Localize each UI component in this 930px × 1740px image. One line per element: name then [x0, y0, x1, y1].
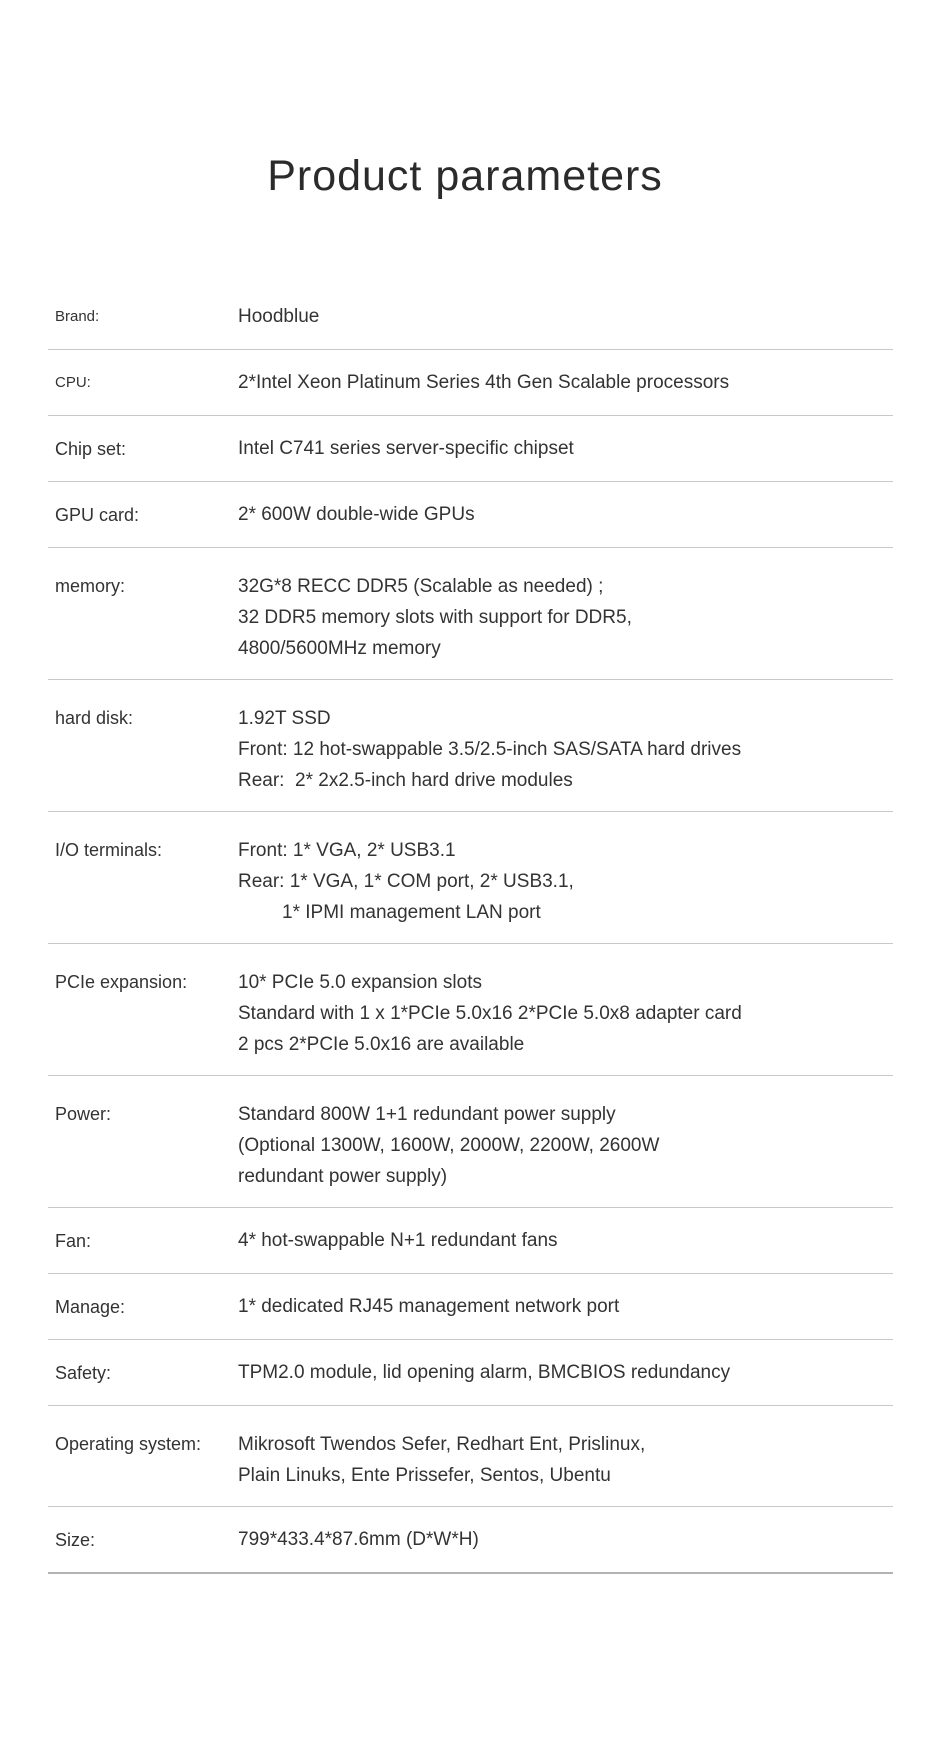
- spec-value-line: Mikrosoft Twendos Sefer, Redhart Ent, Prislinux,: [238, 1434, 646, 1455]
- spec-value-fan: [238, 1228, 893, 1254]
- spec-value-line: (Optional 1300W, 1600W, 2000W, 2200W, 2600W: [238, 1135, 660, 1156]
- spec-value-line: 1.92T SSD: [238, 708, 331, 729]
- spec-value-manage: [238, 1294, 893, 1320]
- spec-value-cpu: [238, 370, 893, 396]
- page-title: Product parameters: [267, 152, 663, 200]
- spec-value-line: 32 DDR5 memory slots with support for DDR5,: [238, 607, 632, 628]
- spec-value-line: 799*433.4*87.6mm (D*W*H): [238, 1529, 479, 1550]
- spec-value-operating-system: [238, 1429, 893, 1491]
- spec-value-line: TPM2.0 module, lid opening alarm, BMCBIOS redundancy: [238, 1362, 731, 1383]
- spec-row-memory: [48, 548, 893, 680]
- spec-label-brand: Brand:: [55, 308, 100, 325]
- spec-label-operating-system: Operating system:: [55, 1434, 202, 1454]
- spec-row-operating-system: [48, 1406, 893, 1507]
- spec-value-line: Rear: 2* 2x2.5-inch hard drive modules: [238, 770, 573, 791]
- spec-value-line: 2 pcs 2*PCIe 5.0x16 are available: [238, 1034, 525, 1055]
- spec-row-gpu: [48, 482, 893, 548]
- spec-value-line: 2* 600W double-wide GPUs: [238, 504, 475, 525]
- spec-value-line: 1* IPMI management LAN port: [282, 902, 541, 923]
- spec-row-chipset: [48, 416, 893, 482]
- spec-value-line: Intel C741 series server-specific chipset: [238, 438, 574, 459]
- spec-table: [48, 284, 893, 1574]
- spec-value-io-terminals: [238, 835, 893, 928]
- spec-label-io-terminals: I/O terminals:: [55, 840, 163, 860]
- spec-label-memory: memory:: [55, 576, 126, 596]
- spec-value-line: 32G*8 RECC DDR5 (Scalable as needed) ;: [238, 576, 604, 597]
- spec-value-line: 2*Intel Xeon Platinum Series 4th Gen Scalable processors: [238, 372, 730, 393]
- spec-value-line: Standard with 1 x 1*PCIe 5.0x16 2*PCIe 5.0x8 adapter card: [238, 1003, 742, 1024]
- spec-label-hard-disk: hard disk:: [55, 708, 134, 728]
- spec-value-line: redundant power supply): [238, 1166, 448, 1187]
- spec-label-chipset: Chip set:: [55, 439, 127, 459]
- spec-label-gpu: GPU card:: [55, 505, 140, 525]
- spec-label-size: Size:: [55, 1530, 96, 1550]
- spec-value-line: 1* dedicated RJ45 management network port: [238, 1296, 620, 1317]
- spec-value-line: Hoodblue: [238, 306, 320, 327]
- spec-row-brand: [48, 284, 893, 350]
- spec-row-power: [48, 1076, 893, 1208]
- spec-row-io-terminals: [48, 812, 893, 944]
- spec-row-hard-disk: [48, 680, 893, 812]
- spec-value-line: Front: 1* VGA, 2* USB3.1: [238, 840, 456, 861]
- spec-value-safety: [238, 1360, 893, 1386]
- spec-label-manage: Manage:: [55, 1297, 126, 1317]
- spec-row-safety: [48, 1340, 893, 1406]
- spec-value-line: Standard 800W 1+1 redundant power supply: [238, 1104, 616, 1125]
- spec-value-line: 10* PCIe 5.0 expansion slots: [238, 972, 482, 993]
- spec-label-safety: Safety:: [55, 1363, 112, 1383]
- spec-value-pcie-expansion: [238, 967, 893, 1060]
- spec-label-cpu: CPU:: [55, 374, 91, 391]
- spec-label-power: Power:: [55, 1104, 112, 1124]
- spec-row-fan: [48, 1208, 893, 1274]
- spec-row-size: [48, 1507, 893, 1574]
- spec-value-line: Front: 12 hot-swappable 3.5/2.5-inch SAS/SATA hard drives: [238, 739, 742, 760]
- spec-value-brand: [238, 304, 893, 330]
- spec-row-pcie-expansion: [48, 944, 893, 1076]
- spec-label-pcie-expansion: PCIe expansion:: [55, 972, 188, 992]
- spec-value-line: 4800/5600MHz memory: [238, 638, 441, 659]
- spec-value-chipset: [238, 436, 893, 462]
- spec-value-line: Plain Linuks, Ente Prissefer, Sentos, Ubentu: [238, 1465, 611, 1486]
- spec-value-line: Rear: 1* VGA, 1* COM port, 2* USB3.1,: [238, 871, 574, 892]
- spec-value-line: 4* hot-swappable N+1 redundant fans: [238, 1230, 558, 1251]
- spec-label-fan: Fan:: [55, 1231, 92, 1251]
- spec-row-manage: [48, 1274, 893, 1340]
- spec-value-power: [238, 1099, 893, 1192]
- spec-row-cpu: [48, 350, 893, 416]
- spec-value-size: [238, 1527, 893, 1553]
- spec-value-gpu: [238, 502, 893, 528]
- spec-value-hard-disk: [238, 703, 893, 796]
- spec-value-memory: [238, 571, 893, 664]
